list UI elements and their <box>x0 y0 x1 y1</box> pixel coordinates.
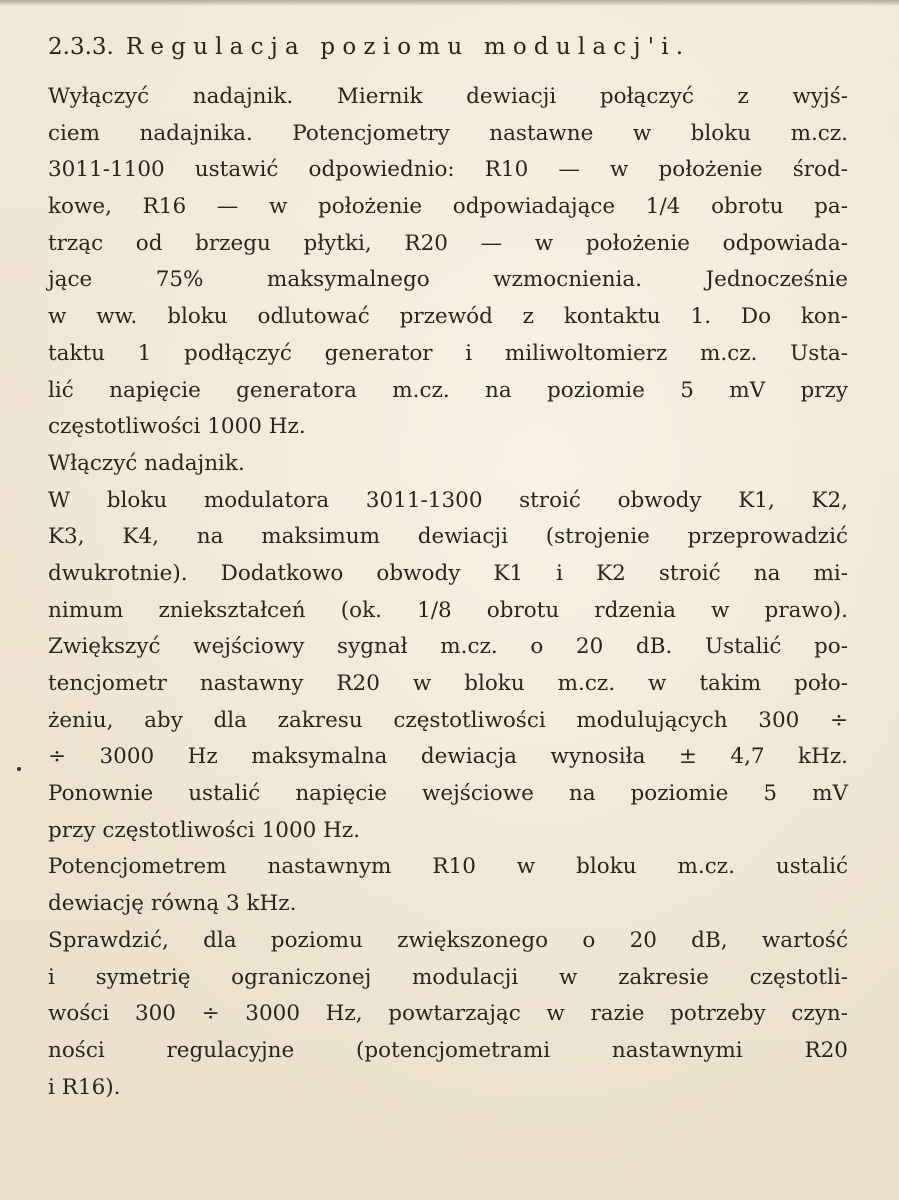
text-line-content: taktu 1 podłączyć generator i miliwoltomierz m.cz. Usta- <box>48 340 848 366</box>
text-line <box>48 336 848 373</box>
text-line <box>48 813 848 850</box>
text-line-content: i symetrię ograniczonej modulacji w zakresie częstotli- <box>48 964 848 990</box>
text-line <box>48 519 848 556</box>
text-line-content: Sprawdzić, dla poziomu zwiększonego o 20 dB, wartość <box>48 927 848 953</box>
text-line-content: Zwiększyć wejściowy sygnał m.cz. o 20 dB. Ustalić po- <box>48 634 848 660</box>
text-line-content: częstotliwości 1000 Hz. <box>48 414 306 440</box>
text-line <box>48 483 848 520</box>
text-line <box>48 666 848 703</box>
text-line-content: przy częstotliwości 1000 Hz. <box>48 817 361 843</box>
text-line-content: W bloku modulatora 3011-1300 stroić obwody K1, K2, <box>48 487 848 513</box>
text-line <box>48 79 848 116</box>
body-text <box>48 79 848 1106</box>
text-line-content: dewiację równą 3 kHz. <box>48 891 297 917</box>
text-line-content: trząc od brzegu płytki, R20 — w położenie odpowiada- <box>48 230 848 256</box>
text-line-content: nimum zniekształceń (ok. 1/8 obrotu rdzenia w prawo). <box>48 597 848 623</box>
text-line-content: żeniu, aby dla zakresu częstotliwości modulujących 300 ÷ <box>48 707 848 733</box>
text-line-content: Włączyć nadajnik. <box>48 450 245 476</box>
text-line <box>48 996 848 1033</box>
text-line <box>48 703 848 740</box>
text-line <box>48 226 848 263</box>
text-line <box>48 849 848 886</box>
text-line <box>48 1070 848 1107</box>
section-title: Regulacja poziomu modulacj'i. <box>125 34 691 60</box>
text-line-content: ności regulacyjne (potencjometrami nastawnymi R20 <box>48 1037 848 1063</box>
text-line <box>48 409 848 446</box>
text-line <box>48 886 848 923</box>
text-line-content: K3, K4, na maksimum dewiacji (strojenie przeprowadzić <box>48 524 848 550</box>
text-line-content: 3011-1100 ustawić odpowiednio: R10 — w położenie środ- <box>48 157 848 183</box>
text-line <box>48 960 848 997</box>
text-line <box>48 776 848 813</box>
text-line <box>48 262 848 299</box>
section-number: 2.3.3. <box>48 34 114 60</box>
text-line <box>48 556 848 593</box>
text-line <box>48 593 848 630</box>
text-line-content: i R16). <box>48 1074 121 1100</box>
text-line-content: Potencjometrem nastawnym R10 w bloku m.cz. ustalić <box>48 854 848 880</box>
text-line-content: dwukrotnie). Dodatkowo obwody K1 i K2 stroić na mi- <box>48 560 848 586</box>
text-line <box>48 152 848 189</box>
text-line-content: tencjometr nastawny R20 w bloku m.cz. w takim poło- <box>48 671 848 696</box>
text-line-content: ÷ 3000 Hz maksymalna dewiacja wynosiła ± 4,7 kHz. <box>48 744 848 770</box>
print-speck <box>17 767 21 771</box>
text-line <box>48 923 848 960</box>
text-line <box>48 629 848 666</box>
text-line-content: ciem nadajnika. Potencjometry nastawne w bloku m.cz. <box>48 120 848 146</box>
text-line <box>48 116 848 153</box>
text-line-content: Ponownie ustalić napięcie wejściowe na poziomie 5 mV <box>48 781 848 807</box>
text-line-content: jące 75% maksymalnego wzmocnienia. Jednocześnie <box>48 267 848 293</box>
text-line-content: Wyłączyć nadajnik. Miernik dewiacji połączyć z wyjś- <box>48 84 848 109</box>
text-line <box>48 1033 848 1070</box>
text-line <box>48 373 848 410</box>
page-top-edge <box>0 0 899 6</box>
text-line <box>48 446 848 483</box>
text-line-content: lić napięcie generatora m.cz. na poziomie 5 mV przy <box>48 377 848 403</box>
text-line-content: w ww. bloku odlutować przewód z kontaktu 1. Do kon- <box>48 304 848 330</box>
section-heading <box>48 30 868 64</box>
text-line <box>48 299 848 336</box>
text-line-content: kowe, R16 — w położenie odpowiadające 1/4 obrotu pa- <box>48 194 848 220</box>
text-line <box>48 739 848 776</box>
text-line <box>48 189 848 226</box>
text-line-content: wości 300 ÷ 3000 Hz, powtarzając w razie potrzeby czyn- <box>48 1001 848 1027</box>
